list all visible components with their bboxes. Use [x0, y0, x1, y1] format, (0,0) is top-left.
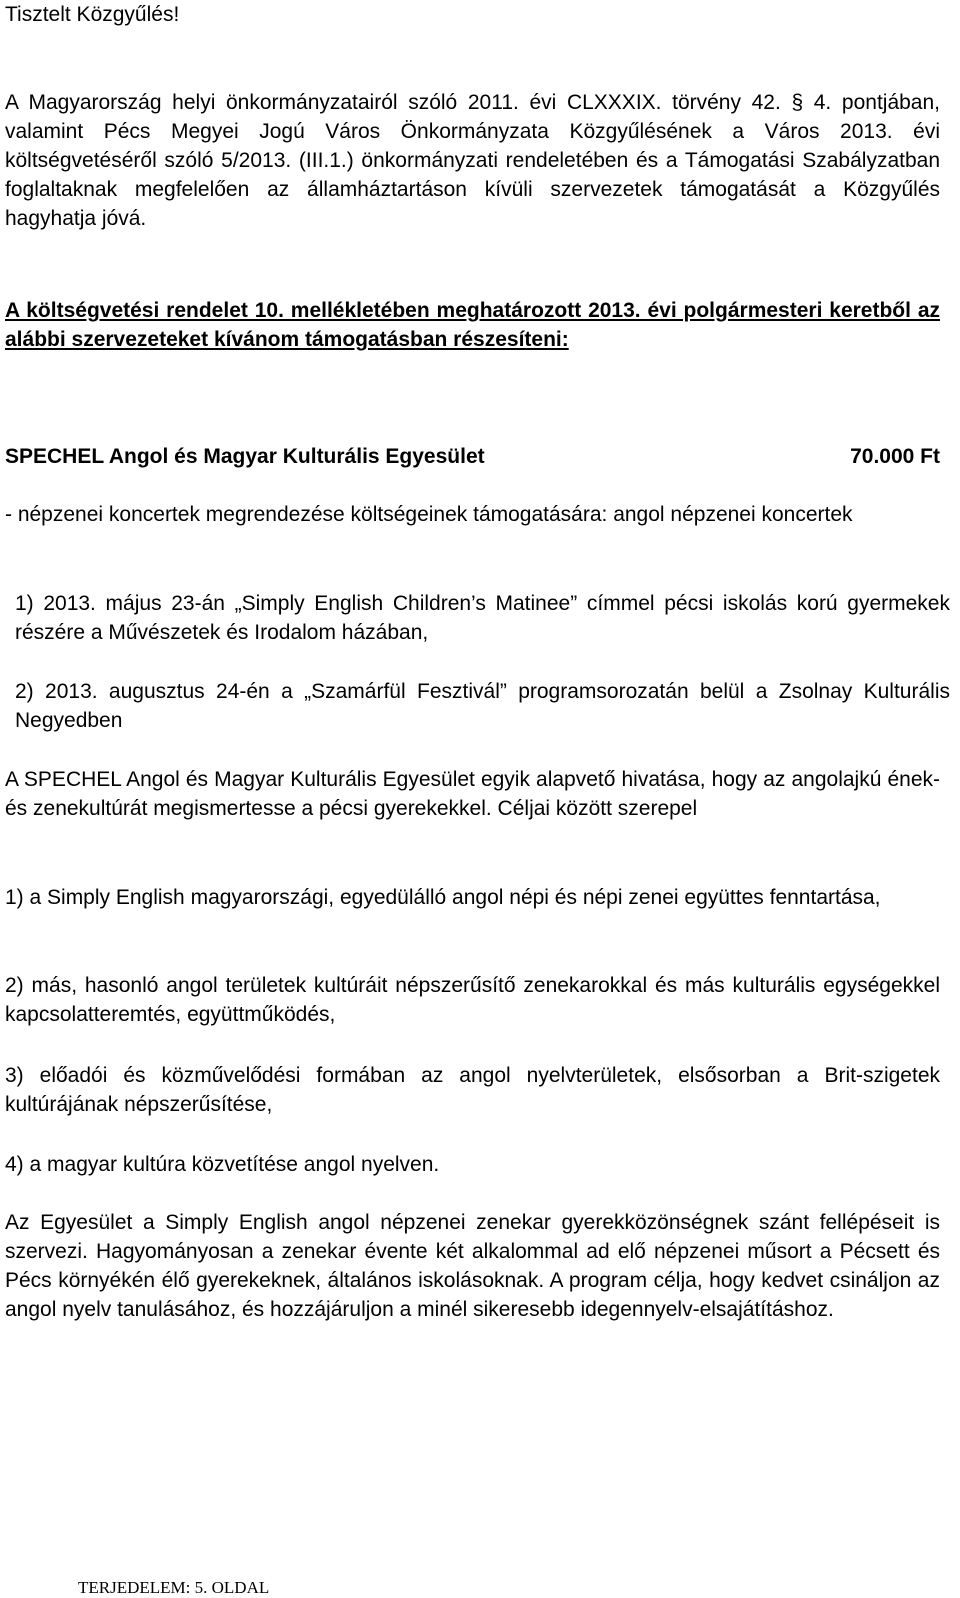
salutation: Tisztelt Közgyűlés! — [5, 3, 180, 26]
event-item: 1) 2013. május 23-án „Simply English Children’s Matinee” címmel pécsi iskolás korú gyermekek részére a Művészetek és Irodalom házában, — [15, 592, 950, 644]
mission-paragraph: A SPECHEL Angol és Magyar Kulturális Egyesület egyik alapvető hivatása, hogy az angolajkú ének- és zenekultúrát megismertesse a pécsi gyerekekkel. Céljai között szerepel — [5, 768, 940, 820]
page-footer: TERJEDELEM: 5. OLDAL — [78, 1578, 270, 1597]
section-heading: A költségvetési rendelet 10. mellékletében meghatározott 2013. évi polgármesteri keretből az alábbi szervezeteket kívánom támogatásban részesíteni: — [5, 299, 940, 351]
closing-paragraph: Az Egyesület a Simply English angol népzenei zenekar gyerekközönségnek szánt fellépéseit is szervezi. Hagyományosan a zenekar évente két alkalommal ad elő népzenei műsort a Pécsett és Pécs környékén élő gyerekeknek, általános iskolásoknak. A program célja, hogy kedvet csináljon az angol nyelv tanulásához, és hozzájáruljon a minél sikeresebb idegennyelv-elsajátításhoz. — [5, 1211, 940, 1321]
goal-item: 1) a Simply English magyarországi, egyedülálló angol népi és népi zenei együttes fenntartása, — [5, 886, 881, 909]
event-item: 2) 2013. augusztus 24-én a „Szamárfül Fesztivál” programsorozatán belül a Zsolnay Kulturális Negyedben — [15, 680, 950, 732]
goal-item: 3) előadói és közművelődési formában az angol nyelvterületek, elsősorban a Brit-szigetek kultúrájának népszerűsítése, — [5, 1064, 940, 1116]
organization-name: SPECHEL Angol és Magyar Kulturális Egyesület — [5, 445, 485, 468]
goal-item: 2) más, hasonló angol területek kultúráit népszerűsítő zenekarokkal és más kulturális egységekkel kapcsolatteremtés, együttműködés, — [5, 974, 940, 1026]
intro-paragraph: A Magyarország helyi önkormányzatairól szóló 2011. évi CLXXXIX. törvény 42. § 4. pontjában, valamint Pécs Megyei Jogú Város Önkormányzata Közgyűlésének a Város 2013. évi költségvetéséről szóló 5/2013. (III.1.) önkormányzati rendeletében és a Támogatási Szabályzatban foglaltaknak megfelelően az államháztartáson kívüli szervezetek támogatását a Közgyűlés hagyhatja jóvá. — [5, 91, 940, 230]
support-amount: 70.000 Ft — [850, 445, 940, 468]
goal-item: 4) a magyar kultúra közvetítése angol nyelven. — [5, 1153, 440, 1176]
support-purpose: - népzenei koncertek megrendezése költségeinek támogatására: angol népzenei koncertek — [5, 503, 853, 526]
